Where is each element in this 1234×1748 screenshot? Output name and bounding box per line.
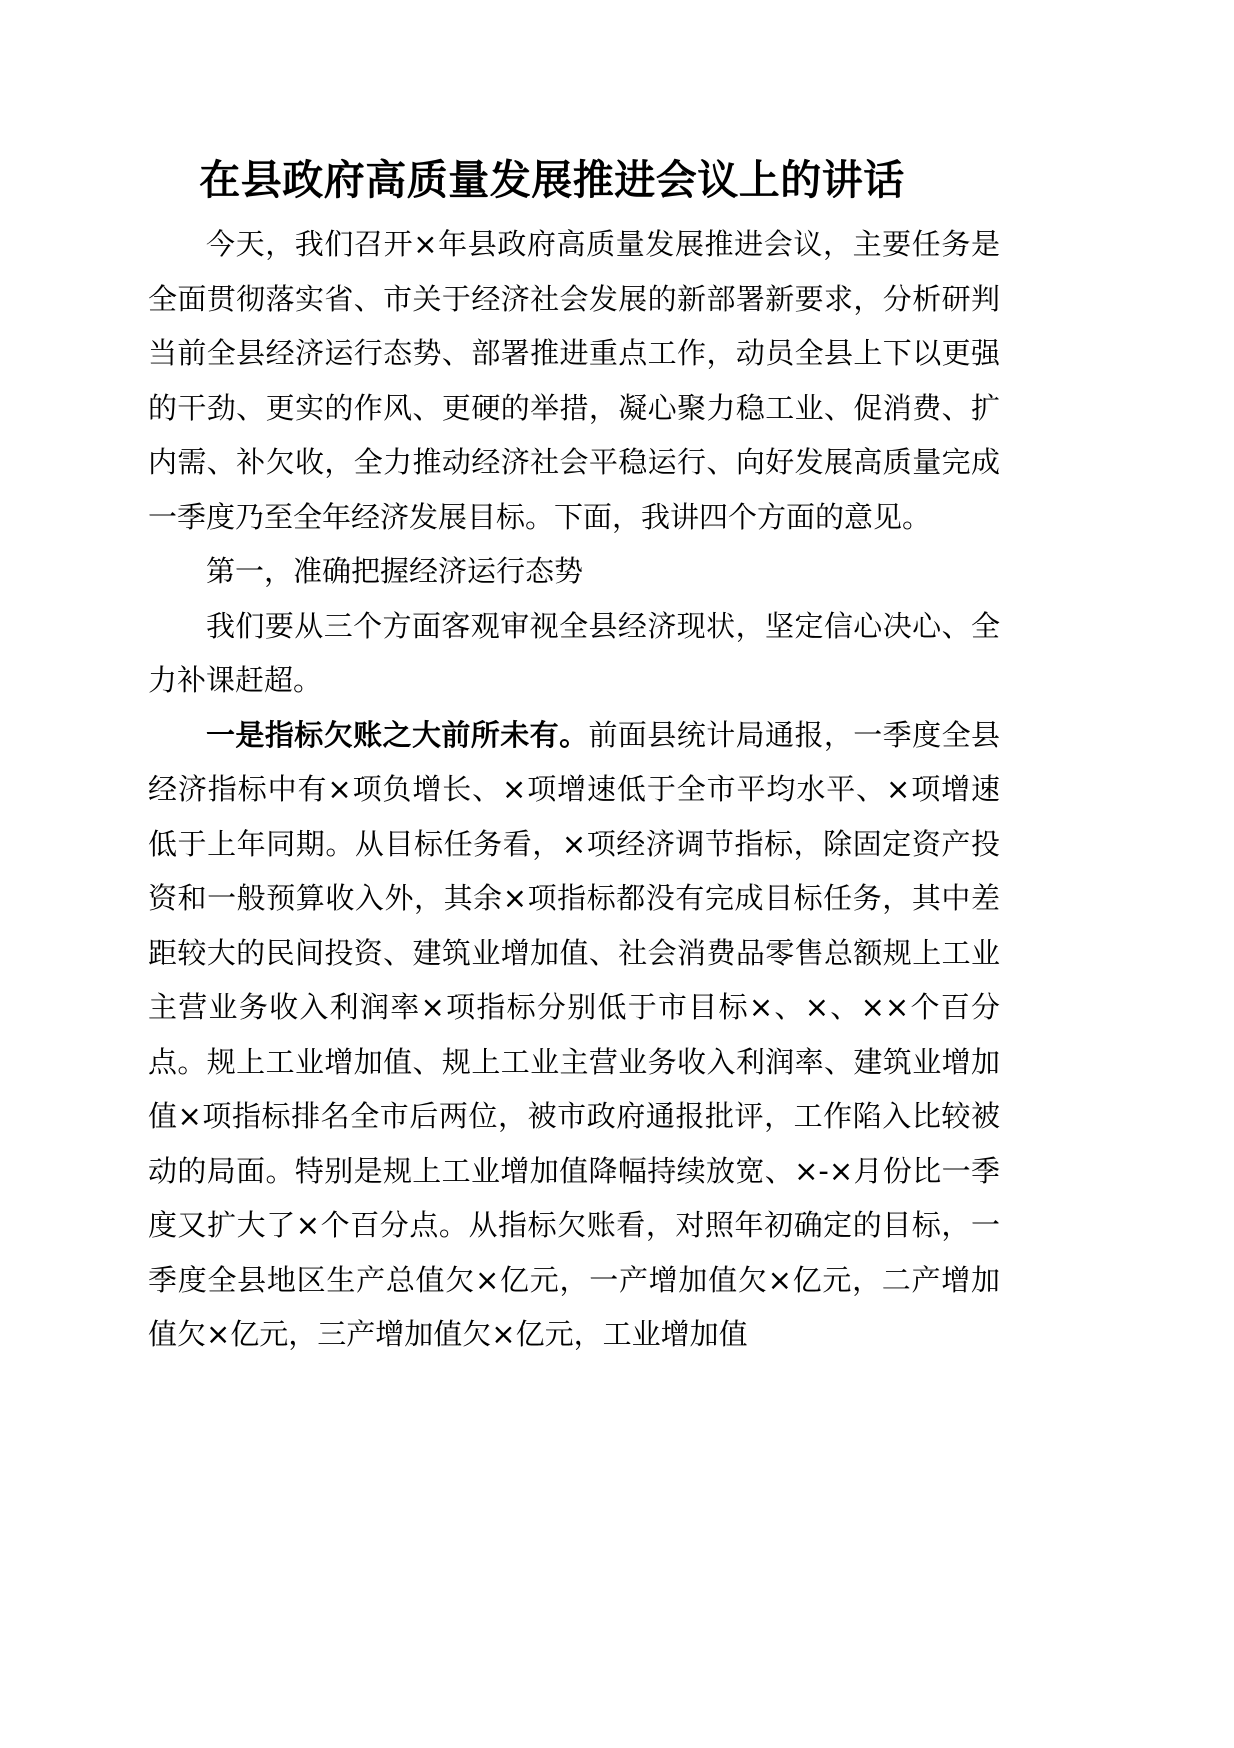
paragraph-overview bbox=[148, 599, 1000, 708]
paragraph-text: 我们要从三个方面客观审视全县经济现状，坚定信心决心、全力补课赶超。 bbox=[148, 608, 1000, 697]
document-title: 在县政府高质量发展推进会议上的讲话 bbox=[199, 156, 905, 204]
paragraph-intro bbox=[148, 217, 1000, 544]
paragraph-text: 前面县统计局通报，一季度全县经济指标中有×项负增长、×项增速低于全市平均水平、×项增速低于上年同期。从目标任务看，×项经济调节指标，除固定资产投资和一般预算收入外，其余×项指标都没有完成目标任务，其中差距较大的民间投资、建筑业增加值、社会消费品零售总额规上工业主营业务收入利润率×项指标分别低于市目标×、×、××个百分点。规上工业增加值、规上工业主营业务收入利润率、建筑业增加值×项指标排名全市后两位，被市政府通报批评，工作陷入比较被动的局面。特别是规上工业增加值降幅持续放宽、×-×月份比一季度又扩大了×个百分点。从指标欠账看，对照年初确定的目标，一季度全县地区生产总值欠×亿元，一产增加值欠×亿元，二产增加值欠×亿元，三产增加值欠×亿元，工业增加值 bbox=[148, 717, 1000, 1351]
section-heading bbox=[148, 544, 1000, 599]
paragraph-lead-phrase: 一是指标欠账之大前所未有。 bbox=[206, 717, 589, 752]
paragraph-point-one bbox=[148, 708, 1000, 1362]
paragraph-text: 今天，我们召开×年县政府高质量发展推进会议，主要任务是全面贯彻落实省、市关于经济社会发展的新部署新要求，分析研判当前全县经济运行态势、部署推进重点工作，动员全县上下以更强的干劲、更实的作风、更硬的举措，凝心聚力稳工业、促消费、扩内需、补欠收，全力推动经济社会平稳运行、向好发展高质量完成一季度乃至全年经济发展目标。下面，我讲四个方面的意见。 bbox=[148, 227, 1000, 534]
section-heading-text: 第一，准确把握经济运行态势 bbox=[206, 554, 584, 588]
document-body bbox=[148, 217, 1000, 1362]
